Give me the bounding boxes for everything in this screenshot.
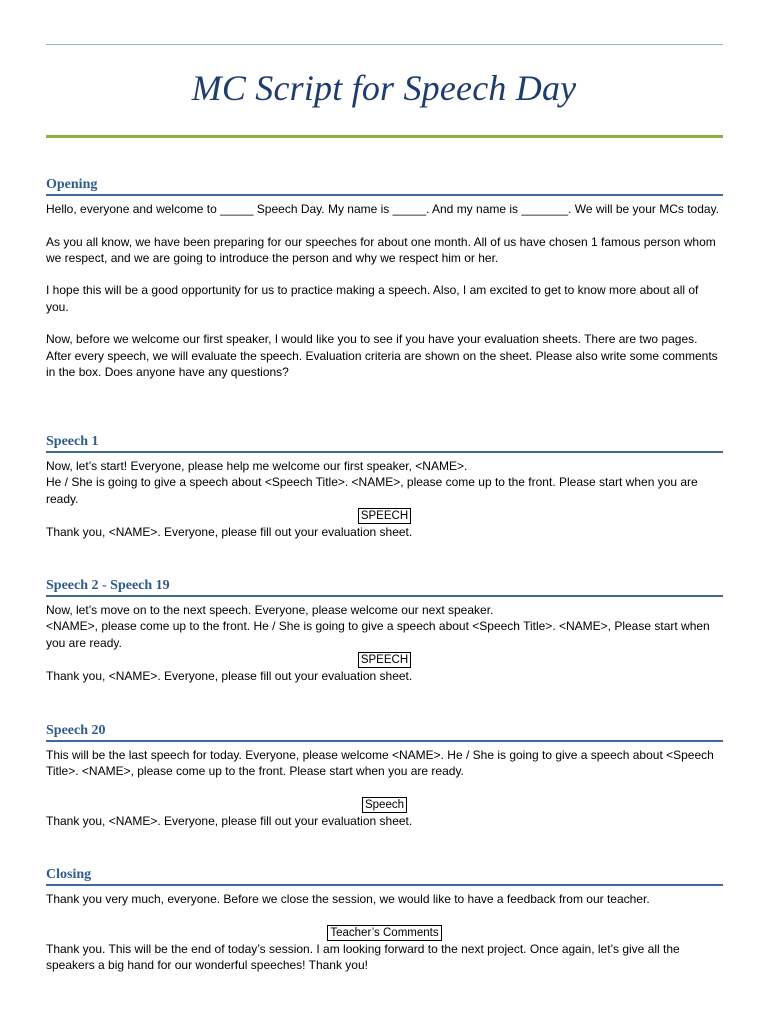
- paragraph: As you all know, we have been preparing for our speeches for about one month. All of us have chosen 1 famous person whom we respect, and we are going to introduce the person and why we respect him or her.: [46, 234, 716, 265]
- paragraph: I hope this will be a good opportunity for us to practice making a speech. Also, I am excited to get to know more about all of you.: [46, 283, 699, 314]
- paragraph: <NAME>, please come up to the front. He / She is going to give a speech about <Speech Title>. <NAME>, Please start when you are ready.: [46, 619, 710, 650]
- document-title: MC Script for Speech Day: [191, 68, 577, 108]
- speech-box-label: Speech: [362, 797, 407, 813]
- section-speech-20: [46, 723, 723, 829]
- paragraph: Hello, everyone and welcome to _____ Speech Day. My name is _____. And my name is _______. We will be your MCs today.: [46, 202, 720, 216]
- paragraph: Now, before we welcome our first speaker, I would like you to see if you have your evaluation sheets. There are two pages. After every speech, we will evaluate the speech. Evaluation criteria are shown on the sheet. Please also write some comments in the box. Does anyone have any questions?: [46, 332, 718, 379]
- section-speech-2-19: [46, 578, 723, 684]
- paragraph: This will be the last speech for today. Everyone, please welcome <NAME>. He / She is going to give a speech about <Speech Title>. <NAME>, please come up to the front. Please start when you are ready.: [46, 748, 714, 779]
- paragraph: He / She is going to give a speech about <Speech Title>. <NAME>, please come up to the front. Please start when you are ready.: [46, 475, 698, 506]
- section-opening: [46, 177, 723, 380]
- section-heading: Speech 20: [46, 723, 723, 742]
- paragraph: Now, let’s move on to the next speech. Everyone, please welcome our next speaker.: [46, 603, 494, 617]
- paragraph: Thank you. This will be the end of today’s session. I am looking forward to the next project. Once again, let’s give all the speakers a big hand for our wonderful speeches! Thank you!: [46, 941, 680, 972]
- paragraph: Thank you, <NAME>. Everyone, please fill out your evaluation sheet.: [46, 813, 413, 828]
- speech-box-label: SPEECH: [358, 508, 411, 524]
- paragraph: Thank you, <NAME>. Everyone, please fill out your evaluation sheet.: [46, 668, 413, 683]
- paragraph: Now, let’s start! Everyone, please help me welcome our first speaker, <NAME>.: [46, 459, 468, 473]
- section-heading: Speech 2 - Speech 19: [46, 578, 723, 597]
- section-speech-1: [46, 434, 723, 540]
- paragraph: Thank you very much, everyone. Before we close the session, we would like to have a feedback from our teacher.: [46, 892, 650, 906]
- teacher-comments-box-label: Teacher’s Comments: [327, 925, 441, 941]
- speech-box-label: SPEECH: [358, 652, 411, 668]
- paragraph: Thank you, <NAME>. Everyone, please fill out your evaluation sheet.: [46, 524, 413, 539]
- section-heading: Closing: [46, 867, 723, 886]
- section-closing: [46, 867, 723, 973]
- section-heading: Opening: [46, 177, 723, 196]
- top-rule: [46, 44, 723, 45]
- section-heading: Speech 1: [46, 434, 723, 453]
- title-underline: [46, 135, 723, 138]
